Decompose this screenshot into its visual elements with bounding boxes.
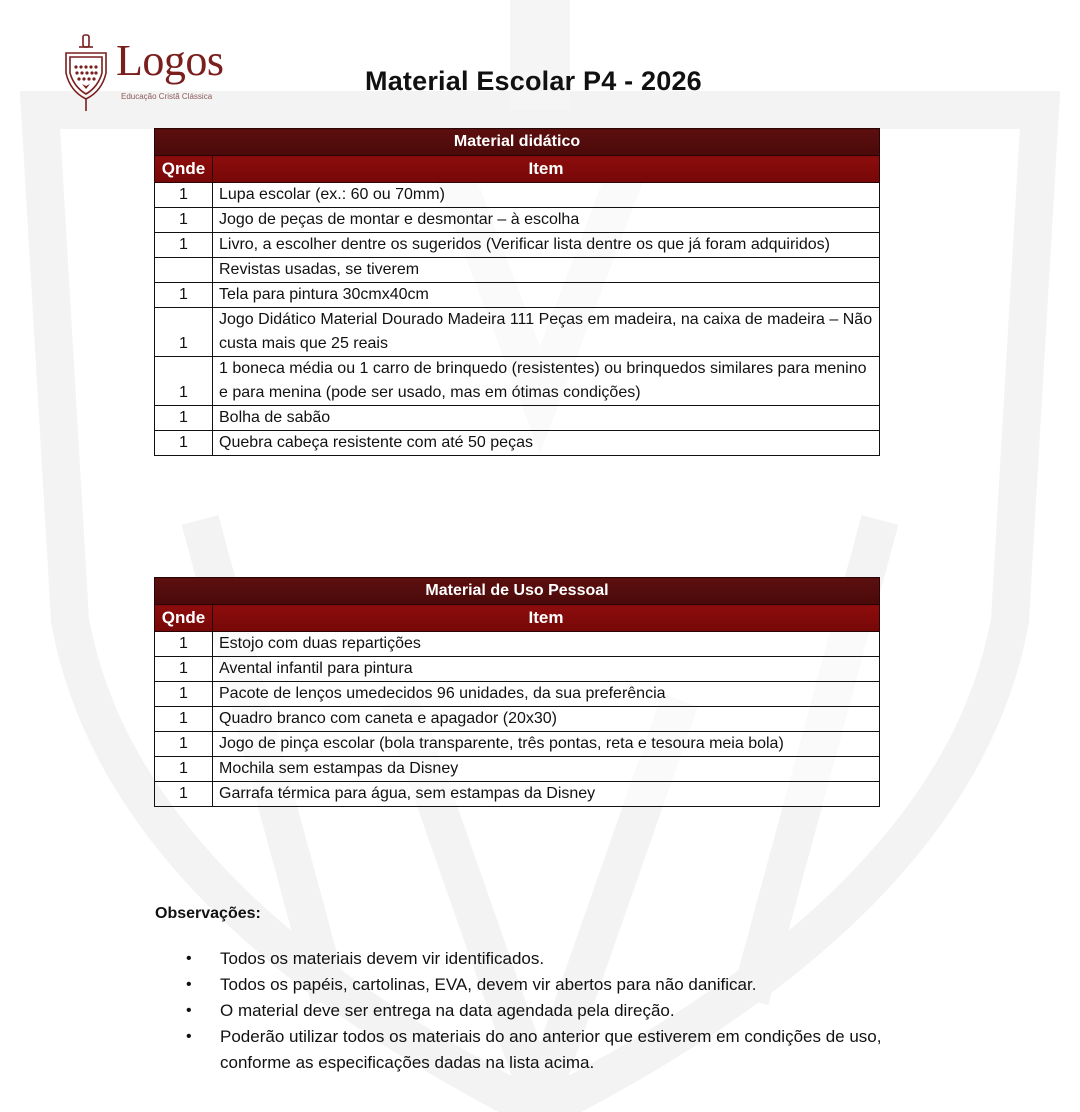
table-row bbox=[155, 283, 880, 308]
observation-text: O material deve ser entrega na data agendada pela direção. bbox=[220, 1001, 675, 1020]
row-item: Pacote de lenços umedecidos 96 unidades, da sua preferência bbox=[213, 682, 880, 707]
row-item: Revistas usadas, se tiverem bbox=[213, 258, 880, 283]
observations-list bbox=[184, 946, 924, 1076]
column-header-qty: Qnde bbox=[155, 605, 213, 632]
row-item: Garrafa térmica para água, sem estampas da Disney bbox=[213, 782, 880, 807]
table-row bbox=[155, 732, 880, 757]
row-item: Jogo de peças de montar e desmontar – à escolha bbox=[213, 208, 880, 233]
material-uso-pessoal-table bbox=[154, 577, 880, 807]
row-quantity: 1 bbox=[155, 431, 213, 456]
section-title: Material didático bbox=[155, 129, 880, 156]
row-quantity: 1 bbox=[155, 707, 213, 732]
material-didatico-table bbox=[154, 128, 880, 456]
table-row bbox=[155, 233, 880, 258]
row-quantity: 1 bbox=[155, 183, 213, 208]
logo bbox=[62, 33, 232, 115]
observation-item bbox=[184, 946, 924, 972]
shield-sword-icon bbox=[62, 33, 110, 113]
row-item: Estojo com duas repartições bbox=[213, 632, 880, 657]
row-item: Bolha de sabão bbox=[213, 406, 880, 431]
table-row bbox=[155, 707, 880, 732]
observation-text: Poderão utilizar todos os materiais do ano anterior que estiverem em condições de uso, conforme as especificações dadas na lista acima. bbox=[220, 1027, 882, 1072]
row-quantity: 1 bbox=[155, 757, 213, 782]
observation-text: Todos os papéis, cartolinas, EVA, devem vir abertos para não danificar. bbox=[220, 975, 757, 994]
logo-brand: Logos bbox=[116, 36, 224, 85]
observations-title: Observações: bbox=[155, 905, 261, 922]
column-header-item: Item bbox=[213, 605, 880, 632]
row-quantity: 1 bbox=[155, 308, 213, 357]
row-item: Avental infantil para pintura bbox=[213, 657, 880, 682]
table-row bbox=[155, 357, 880, 406]
row-quantity: 1 bbox=[155, 357, 213, 406]
observation-text: Todos os materiais devem vir identificados. bbox=[220, 949, 545, 968]
logo-tagline: Educação Cristã Clássica bbox=[121, 92, 213, 101]
table-row bbox=[155, 682, 880, 707]
table-row bbox=[155, 308, 880, 357]
observation-item bbox=[184, 1024, 924, 1076]
row-item: Tela para pintura 30cmx40cm bbox=[213, 283, 880, 308]
row-item: Quadro branco com caneta e apagador (20x30) bbox=[213, 707, 880, 732]
bullet-icon: • bbox=[186, 950, 192, 967]
row-quantity: 1 bbox=[155, 208, 213, 233]
row-quantity: 1 bbox=[155, 732, 213, 757]
section-title: Material de Uso Pessoal bbox=[155, 578, 880, 605]
table-row bbox=[155, 632, 880, 657]
row-item: Livro, a escolher dentre os sugeridos (Verificar lista dentre os que já foram adquiridos) bbox=[213, 233, 880, 258]
row-quantity: 1 bbox=[155, 632, 213, 657]
table-body bbox=[155, 632, 880, 807]
row-item: Jogo Didático Material Dourado Madeira 111 Peças em madeira, na caixa de madeira – Não custa mais que 25 reais bbox=[213, 308, 880, 357]
table-row bbox=[155, 208, 880, 233]
observation-item bbox=[184, 972, 924, 998]
column-header-item: Item bbox=[213, 156, 880, 183]
row-quantity: 1 bbox=[155, 682, 213, 707]
row-item: Jogo de pinça escolar (bola transparente, três pontas, reta e tesoura meia bola) bbox=[213, 732, 880, 757]
table-row bbox=[155, 431, 880, 456]
table-body bbox=[155, 183, 880, 456]
row-item: Mochila sem estampas da Disney bbox=[213, 757, 880, 782]
row-quantity: 1 bbox=[155, 406, 213, 431]
bullet-icon: • bbox=[186, 1028, 192, 1045]
row-item: Lupa escolar (ex.: 60 ou 70mm) bbox=[213, 183, 880, 208]
table-row bbox=[155, 258, 880, 283]
table-row bbox=[155, 406, 880, 431]
row-quantity: 1 bbox=[155, 233, 213, 258]
bullet-icon: • bbox=[186, 976, 192, 993]
table-row bbox=[155, 782, 880, 807]
page-title: Material Escolar P4 - 2026 bbox=[365, 66, 702, 96]
column-header-qty: Qnde bbox=[155, 156, 213, 183]
row-quantity bbox=[155, 258, 213, 283]
observation-item bbox=[184, 998, 924, 1024]
table-row bbox=[155, 757, 880, 782]
row-quantity: 1 bbox=[155, 283, 213, 308]
row-quantity: 1 bbox=[155, 657, 213, 682]
bullet-icon: • bbox=[186, 1002, 192, 1019]
row-item: Quebra cabeça resistente com até 50 peças bbox=[213, 431, 880, 456]
row-item: 1 boneca média ou 1 carro de brinquedo (resistentes) ou brinquedos similares para menino e para menina (pode ser usado, mas em ótimas condições) bbox=[213, 357, 880, 406]
table-row bbox=[155, 657, 880, 682]
row-quantity: 1 bbox=[155, 782, 213, 807]
table-row bbox=[155, 183, 880, 208]
